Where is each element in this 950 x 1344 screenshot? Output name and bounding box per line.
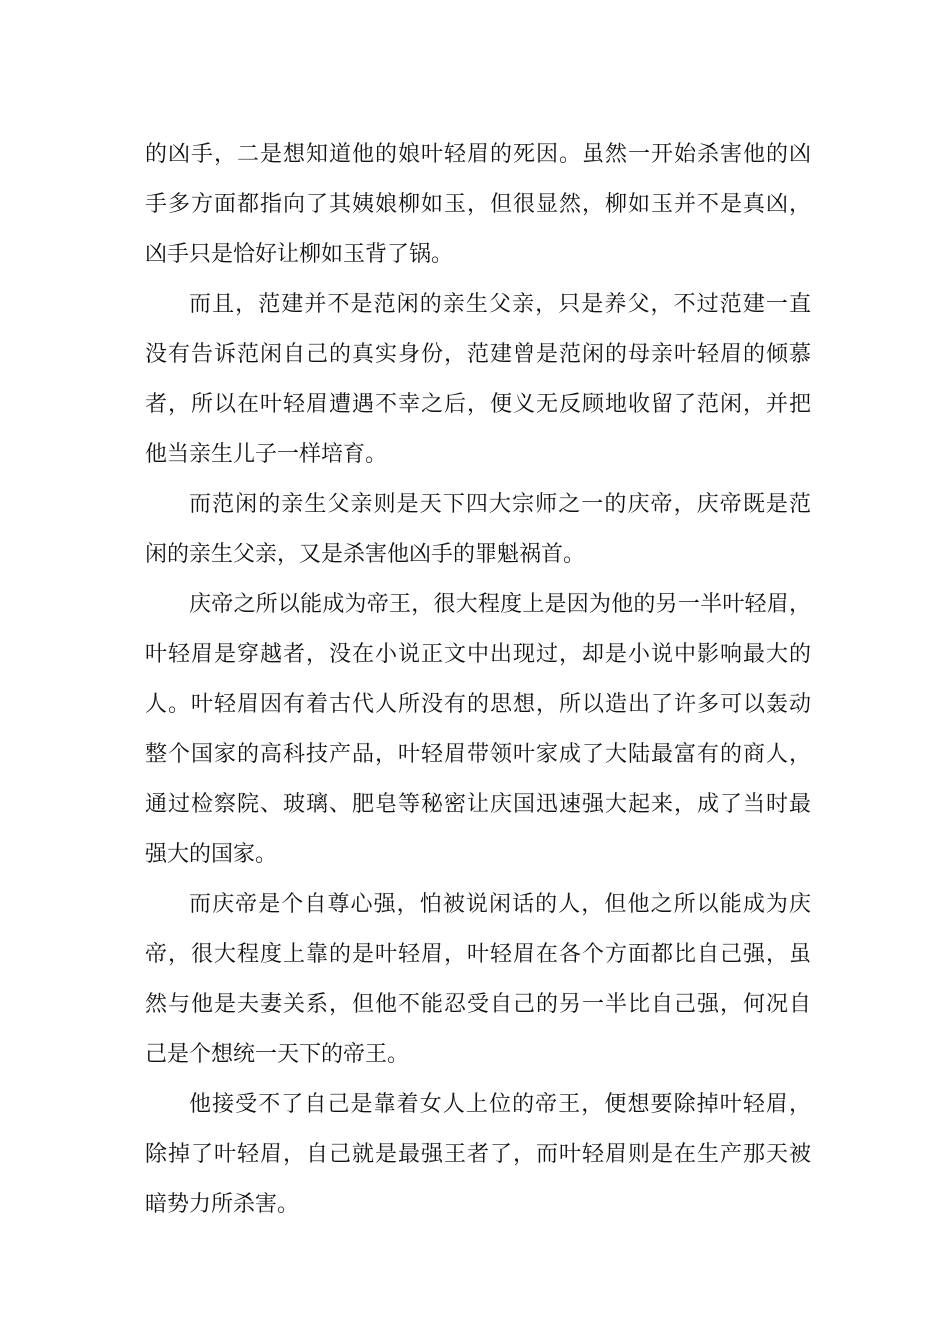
paragraph-line: 而且，范建并不是范闲的亲生父亲，只是养父，不过范建一直 [189, 292, 811, 317]
paragraph-3 [145, 480, 811, 580]
paragraph-line: 闲的亲生父亲，又是杀害他凶手的罪魁祸首。 [145, 542, 586, 567]
paragraph-line: 通过检察院、玻璃、肥皂等秘密让庆国迅速强大起来，成了当时最 [145, 792, 811, 817]
paragraph-line: 手多方面都指向了其姨娘柳如玉，但很显然，柳如玉并不是真凶， [145, 192, 811, 217]
paragraph-line: 然与他是夫妻关系，但他不能忍受自己的另一半比自己强，何况自 [145, 992, 811, 1017]
paragraph-line: 者，所以在叶轻眉遭遇不幸之后，便义无反顾地收留了范闲，并把 [145, 392, 811, 417]
paragraph-line: 人。叶轻眉因有着古代人所没有的思想，所以造出了许多可以轰动 [145, 692, 811, 717]
paragraph-4 [145, 580, 811, 880]
paragraph-line: 己是个想统一天下的帝王。 [145, 1042, 410, 1067]
paragraph-6 [145, 1080, 811, 1230]
paragraph-line: 而范闲的亲生父亲则是天下四大宗师之一的庆帝，庆帝既是范 [189, 492, 811, 517]
paragraph-2 [145, 280, 811, 480]
paragraph-line: 整个国家的高科技产品，叶轻眉带领叶家成了大陆最富有的商人， [145, 742, 811, 767]
paragraph-line: 除掉了叶轻眉，自己就是最强王者了，而叶轻眉则是在生产那天被 [145, 1142, 811, 1167]
paragraph-line: 强大的国家。 [145, 842, 278, 867]
paragraph-line: 庆帝之所以能成为帝王，很大程度上是因为他的另一半叶轻眉， [189, 592, 811, 617]
paragraph-line: 叶轻眉是穿越者，没在小说正文中出现过，却是小说中影响最大的 [145, 642, 811, 667]
paragraph-line: 的凶手，二是想知道他的娘叶轻眉的死因。虽然一开始杀害他的凶 [145, 142, 811, 167]
paragraph-line: 帝，很大程度上靠的是叶轻眉，叶轻眉在各个方面都比自己强，虽 [145, 942, 811, 967]
paragraph-line: 他当亲生儿子一样培育。 [145, 442, 388, 467]
paragraph-line: 他接受不了自己是靠着女人上位的帝王，便想要除掉叶轻眉， [189, 1092, 811, 1117]
document-body [145, 130, 811, 1230]
paragraph-5 [145, 880, 811, 1080]
paragraph-line: 而庆帝是个自尊心强，怕被说闲话的人，但他之所以能成为庆 [189, 892, 811, 917]
paragraph-line: 凶手只是恰好让柳如玉背了锅。 [145, 242, 454, 267]
paragraph-line: 暗势力所杀害。 [145, 1192, 300, 1217]
paragraph-1 [145, 130, 811, 280]
paragraph-line: 没有告诉范闲自己的真实身份，范建曾是范闲的母亲叶轻眉的倾慕 [145, 342, 811, 367]
